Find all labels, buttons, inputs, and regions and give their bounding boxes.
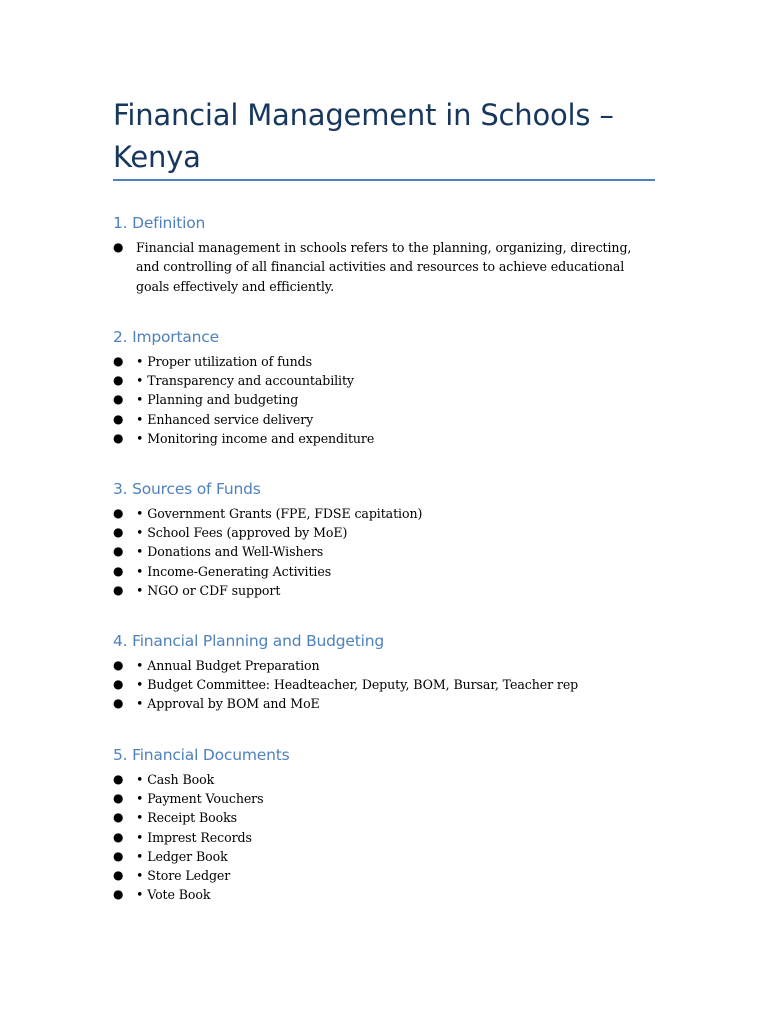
section-heading: 4. Financial Planning and Budgeting bbox=[113, 632, 385, 650]
list-item bbox=[113, 581, 673, 600]
bullet-icon: ● bbox=[113, 544, 124, 559]
list-item-text: • Transparency and accountability bbox=[136, 373, 354, 389]
list-item-text: • Government Grants (FPE, FDSE capitation) bbox=[136, 506, 423, 521]
list-item bbox=[113, 808, 673, 827]
document-title: Financial Management in Schools – Kenya bbox=[113, 98, 614, 174]
section-heading: 2. Importance bbox=[113, 328, 219, 346]
bullet-icon: ● bbox=[113, 430, 124, 445]
list-item bbox=[113, 789, 673, 808]
bullet-icon: ● bbox=[113, 582, 124, 597]
list-item bbox=[113, 847, 673, 866]
bullet-icon: ● bbox=[113, 392, 124, 407]
list-item bbox=[113, 371, 673, 390]
section-financial-documents bbox=[113, 745, 673, 904]
bullet-list bbox=[113, 238, 673, 296]
list-item-text: • Annual Budget Preparation bbox=[136, 658, 320, 673]
bullet-icon: ● bbox=[113, 887, 124, 902]
bullet-icon: ● bbox=[113, 810, 124, 825]
list-item bbox=[113, 866, 673, 885]
list-item bbox=[113, 562, 673, 581]
bullet-list bbox=[113, 656, 673, 714]
bullet-icon: ● bbox=[113, 696, 124, 711]
bullet-icon: ● bbox=[113, 677, 124, 692]
bullet-list bbox=[113, 770, 673, 904]
bullet-icon: ● bbox=[113, 354, 124, 368]
list-item-text: • Ledger Book bbox=[136, 848, 228, 864]
bullet-icon: ● bbox=[113, 563, 124, 578]
list-item-text: • Store Ledger bbox=[136, 868, 231, 884]
list-item-text: • Vote Book bbox=[136, 887, 211, 903]
list-item bbox=[113, 429, 673, 448]
list-item bbox=[113, 770, 673, 789]
section-planning-budgeting bbox=[113, 631, 673, 714]
list-item bbox=[113, 542, 673, 561]
list-item-text: • School Fees (approved by MoE) bbox=[136, 525, 348, 541]
list-item-text: Financial management in schools refers to the planning, organizing, directing, and controlling of all financial activities and resources to achieve educational goals effectively and efficiently. bbox=[136, 240, 632, 294]
list-item bbox=[113, 390, 673, 409]
bullet-icon: ● bbox=[113, 868, 124, 883]
list-item-text: • NGO or CDF support bbox=[136, 582, 281, 598]
bullet-icon: ● bbox=[113, 525, 124, 540]
bullet-icon: ● bbox=[113, 240, 124, 254]
list-item bbox=[113, 885, 673, 904]
section-heading: 3. Sources of Funds bbox=[113, 480, 261, 498]
list-item bbox=[113, 352, 673, 371]
bullet-icon: ● bbox=[113, 829, 124, 844]
list-item-text: • Payment Vouchers bbox=[136, 791, 264, 807]
list-item bbox=[113, 828, 673, 847]
bullet-icon: ● bbox=[113, 411, 124, 426]
section-sources-of-funds bbox=[113, 479, 673, 600]
bullet-icon: ● bbox=[113, 791, 124, 806]
list-item bbox=[113, 504, 673, 523]
list-item-text: • Cash Book bbox=[136, 772, 215, 787]
list-item bbox=[113, 656, 673, 675]
list-item-text: • Imprest Records bbox=[136, 829, 252, 845]
list-item bbox=[113, 238, 636, 296]
bullet-list bbox=[113, 352, 673, 448]
bullet-icon: ● bbox=[113, 772, 124, 786]
list-item-text: • Enhanced service delivery bbox=[136, 411, 314, 427]
section-heading: 1. Definition bbox=[113, 214, 206, 232]
list-item bbox=[113, 410, 673, 429]
bullet-icon: ● bbox=[113, 658, 124, 672]
list-item-text: • Receipt Books bbox=[136, 810, 238, 826]
list-item-text: • Donations and Well-Wishers bbox=[136, 544, 324, 560]
section-importance bbox=[113, 327, 673, 448]
list-item bbox=[113, 675, 673, 694]
bullet-icon: ● bbox=[113, 848, 124, 863]
bullet-icon: ● bbox=[113, 506, 124, 520]
list-item bbox=[113, 523, 673, 542]
list-item-text: • Monitoring income and expenditure bbox=[136, 430, 375, 446]
list-item-text: • Income-Generating Activities bbox=[136, 563, 332, 579]
list-item-text: • Planning and budgeting bbox=[136, 392, 299, 408]
section-heading: 5. Financial Documents bbox=[113, 746, 290, 764]
section-definition bbox=[113, 213, 673, 296]
bullet-icon: ● bbox=[113, 373, 124, 388]
list-item-text: • Proper utilization of funds bbox=[136, 354, 312, 369]
list-item-text: • Approval by BOM and MoE bbox=[136, 696, 320, 712]
list-item-text: • Budget Committee: Headteacher, Deputy, BOM, Bursar, Teacher rep bbox=[136, 677, 579, 693]
bullet-list bbox=[113, 504, 673, 600]
title-divider bbox=[113, 179, 655, 181]
list-item bbox=[113, 694, 673, 713]
